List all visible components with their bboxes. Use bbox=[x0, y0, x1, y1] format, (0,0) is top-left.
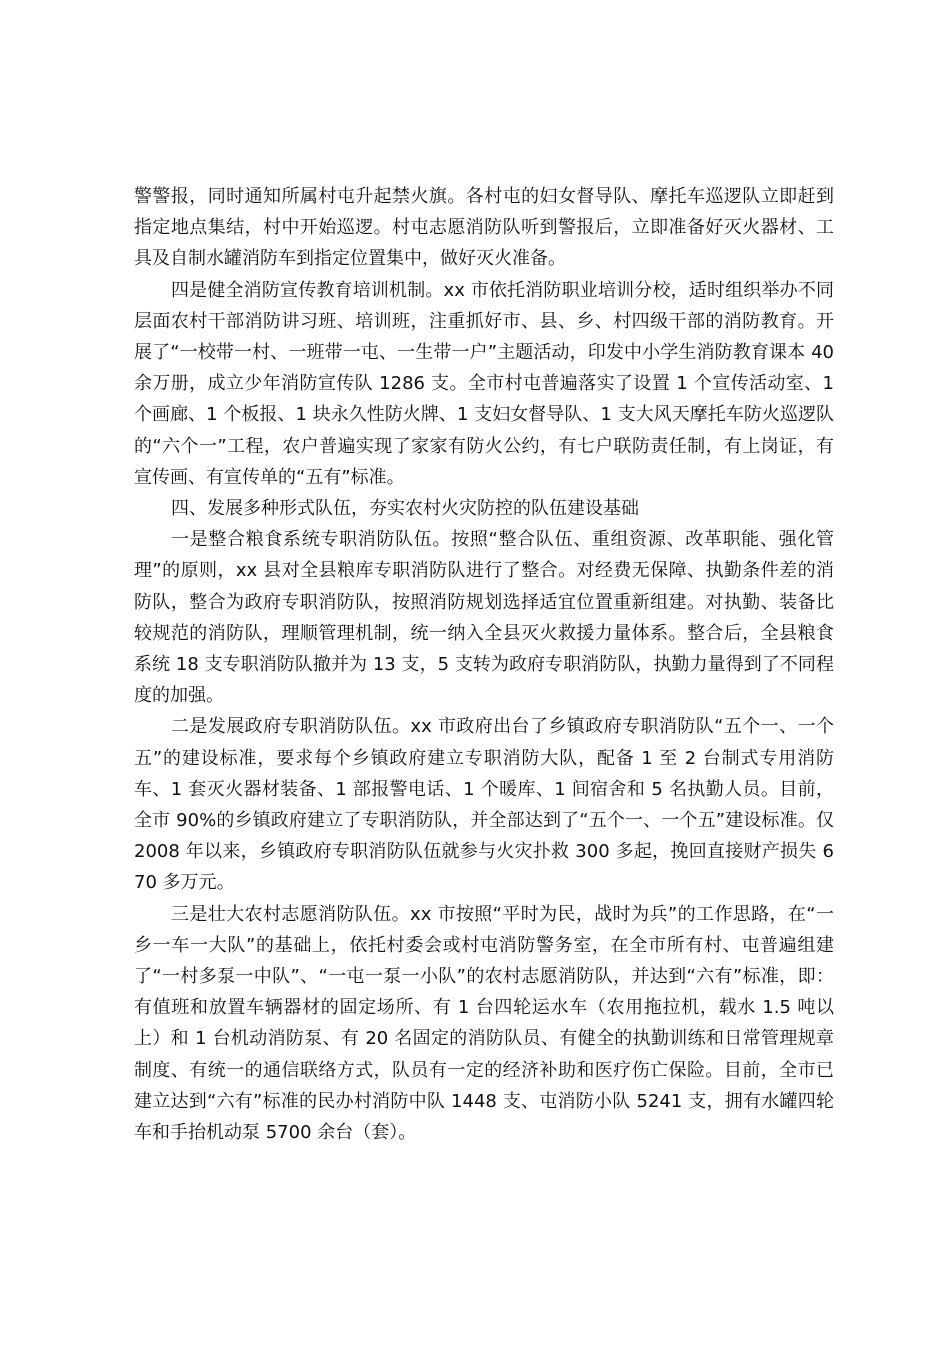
paragraph-continuation: 警警报，同时通知所属村屯升起禁火旗。各村屯的妇女督导队、摩托车巡逻队立即赶到指定地点集结，村中开始巡逻。村屯志愿消防队听到警报后，立即准备好灭火器材、工具及自制水罐消防车到指定位置集中，做好灭火准备。 bbox=[134, 186, 834, 270]
paragraph-publicity-training: 四是健全消防宣传教育培训机制。xx 市依托消防职业培训分校，适时组织举办不同层面农村干部消防讲习班、培训班，注重抓好市、县、乡、村四级干部的消防教育。开展了“一校带一村、一班带一屯、一生带一户”主题活动，印发中小学生消防教育课本 40 余万册，成立少年消防宣传队 1286 支。全市村屯普遍落实了设置 1 个宣传活动室、1 个画廊、1 个板报、1 块永久性防火牌、1 支妇女督导队、1 支大风天摩托车防火巡逻队的“六个一”工程，农户普遍实现了家家有防火公约，有七户联防责任制，有上岗证，有宣传画、有宣传单的“五有”标准。 bbox=[134, 279, 834, 488]
paragraph-grain-system-teams: 一是整合粮食系统专职消防队伍。按照“整合队伍、重组资源、改革职能、强化管理”的原则，xx 县对全县粮库专职消防队进行了整合。对经费无保障、执勤条件差的消防队，整合为政府专职消防队，按照消防规划选择适宜位置重新组建。对执勤、装备比较规范的消防队，理顺管理机制，统一纳入全县灭火救援力量体系。整合后，全县粮食系统 18 支专职消防队撤并为 13 支，5 支转为政府专职消防队，执勤力量得到了不同程度的加强。 bbox=[134, 529, 834, 707]
paragraph-government-teams: 二是发展政府专职消防队伍。xx 市政府出台了乡镇政府专职消防队“五个一、一个五”的建设标准，要求每个乡镇政府建立专职消防大队，配备 1 至 2 台制式专用消防车、1 套灭火器材装备、1 部报警电话、1 个暖库、1 间宿舍和 5 名执勤人员。目前，全市 90%的乡镇政府建立了专职消防队，并全部达到了“五个一、一个五”建设标准。仅 2008 年以来，乡镇政府专职消防队伍就参与火灾扑救 300 多起，挽回直接财产损失 670 多万元。 bbox=[134, 716, 834, 894]
document-body bbox=[134, 181, 834, 1148]
section-heading-four: 四、发展多种形式队伍，夯实农村火灾防控的队伍建设基础 bbox=[171, 498, 639, 520]
paragraph-volunteer-teams: 三是壮大农村志愿消防队伍。xx 市按照“平时为民，战时为兵”的工作思路，在“一乡一车一大队”的基础上，依托村委会或村屯消防警务室，在全市所有村、屯普遍组建了“一村多泵一中队”、“一屯一泵一小队”的农村志愿消防队，并达到“六有”标准，即：有值班和放置车辆器材的固定场所、有 1 台四轮运水车（农用拖拉机，载水 1.5 吨以上）和 1 台机动消防泵、有 20 名固定的消防队员、有健全的执勤训练和日常管理规章制度、有统一的通信联络方式，队员有一定的经济补助和医疗伤亡保险。目前，全市已建立达到“六有”标准的民办村消防中队 1448 支、屯消防小队 5241 支，拥有水罐四轮车和手抬机动泵 5700 余台（套）。 bbox=[134, 903, 834, 1144]
